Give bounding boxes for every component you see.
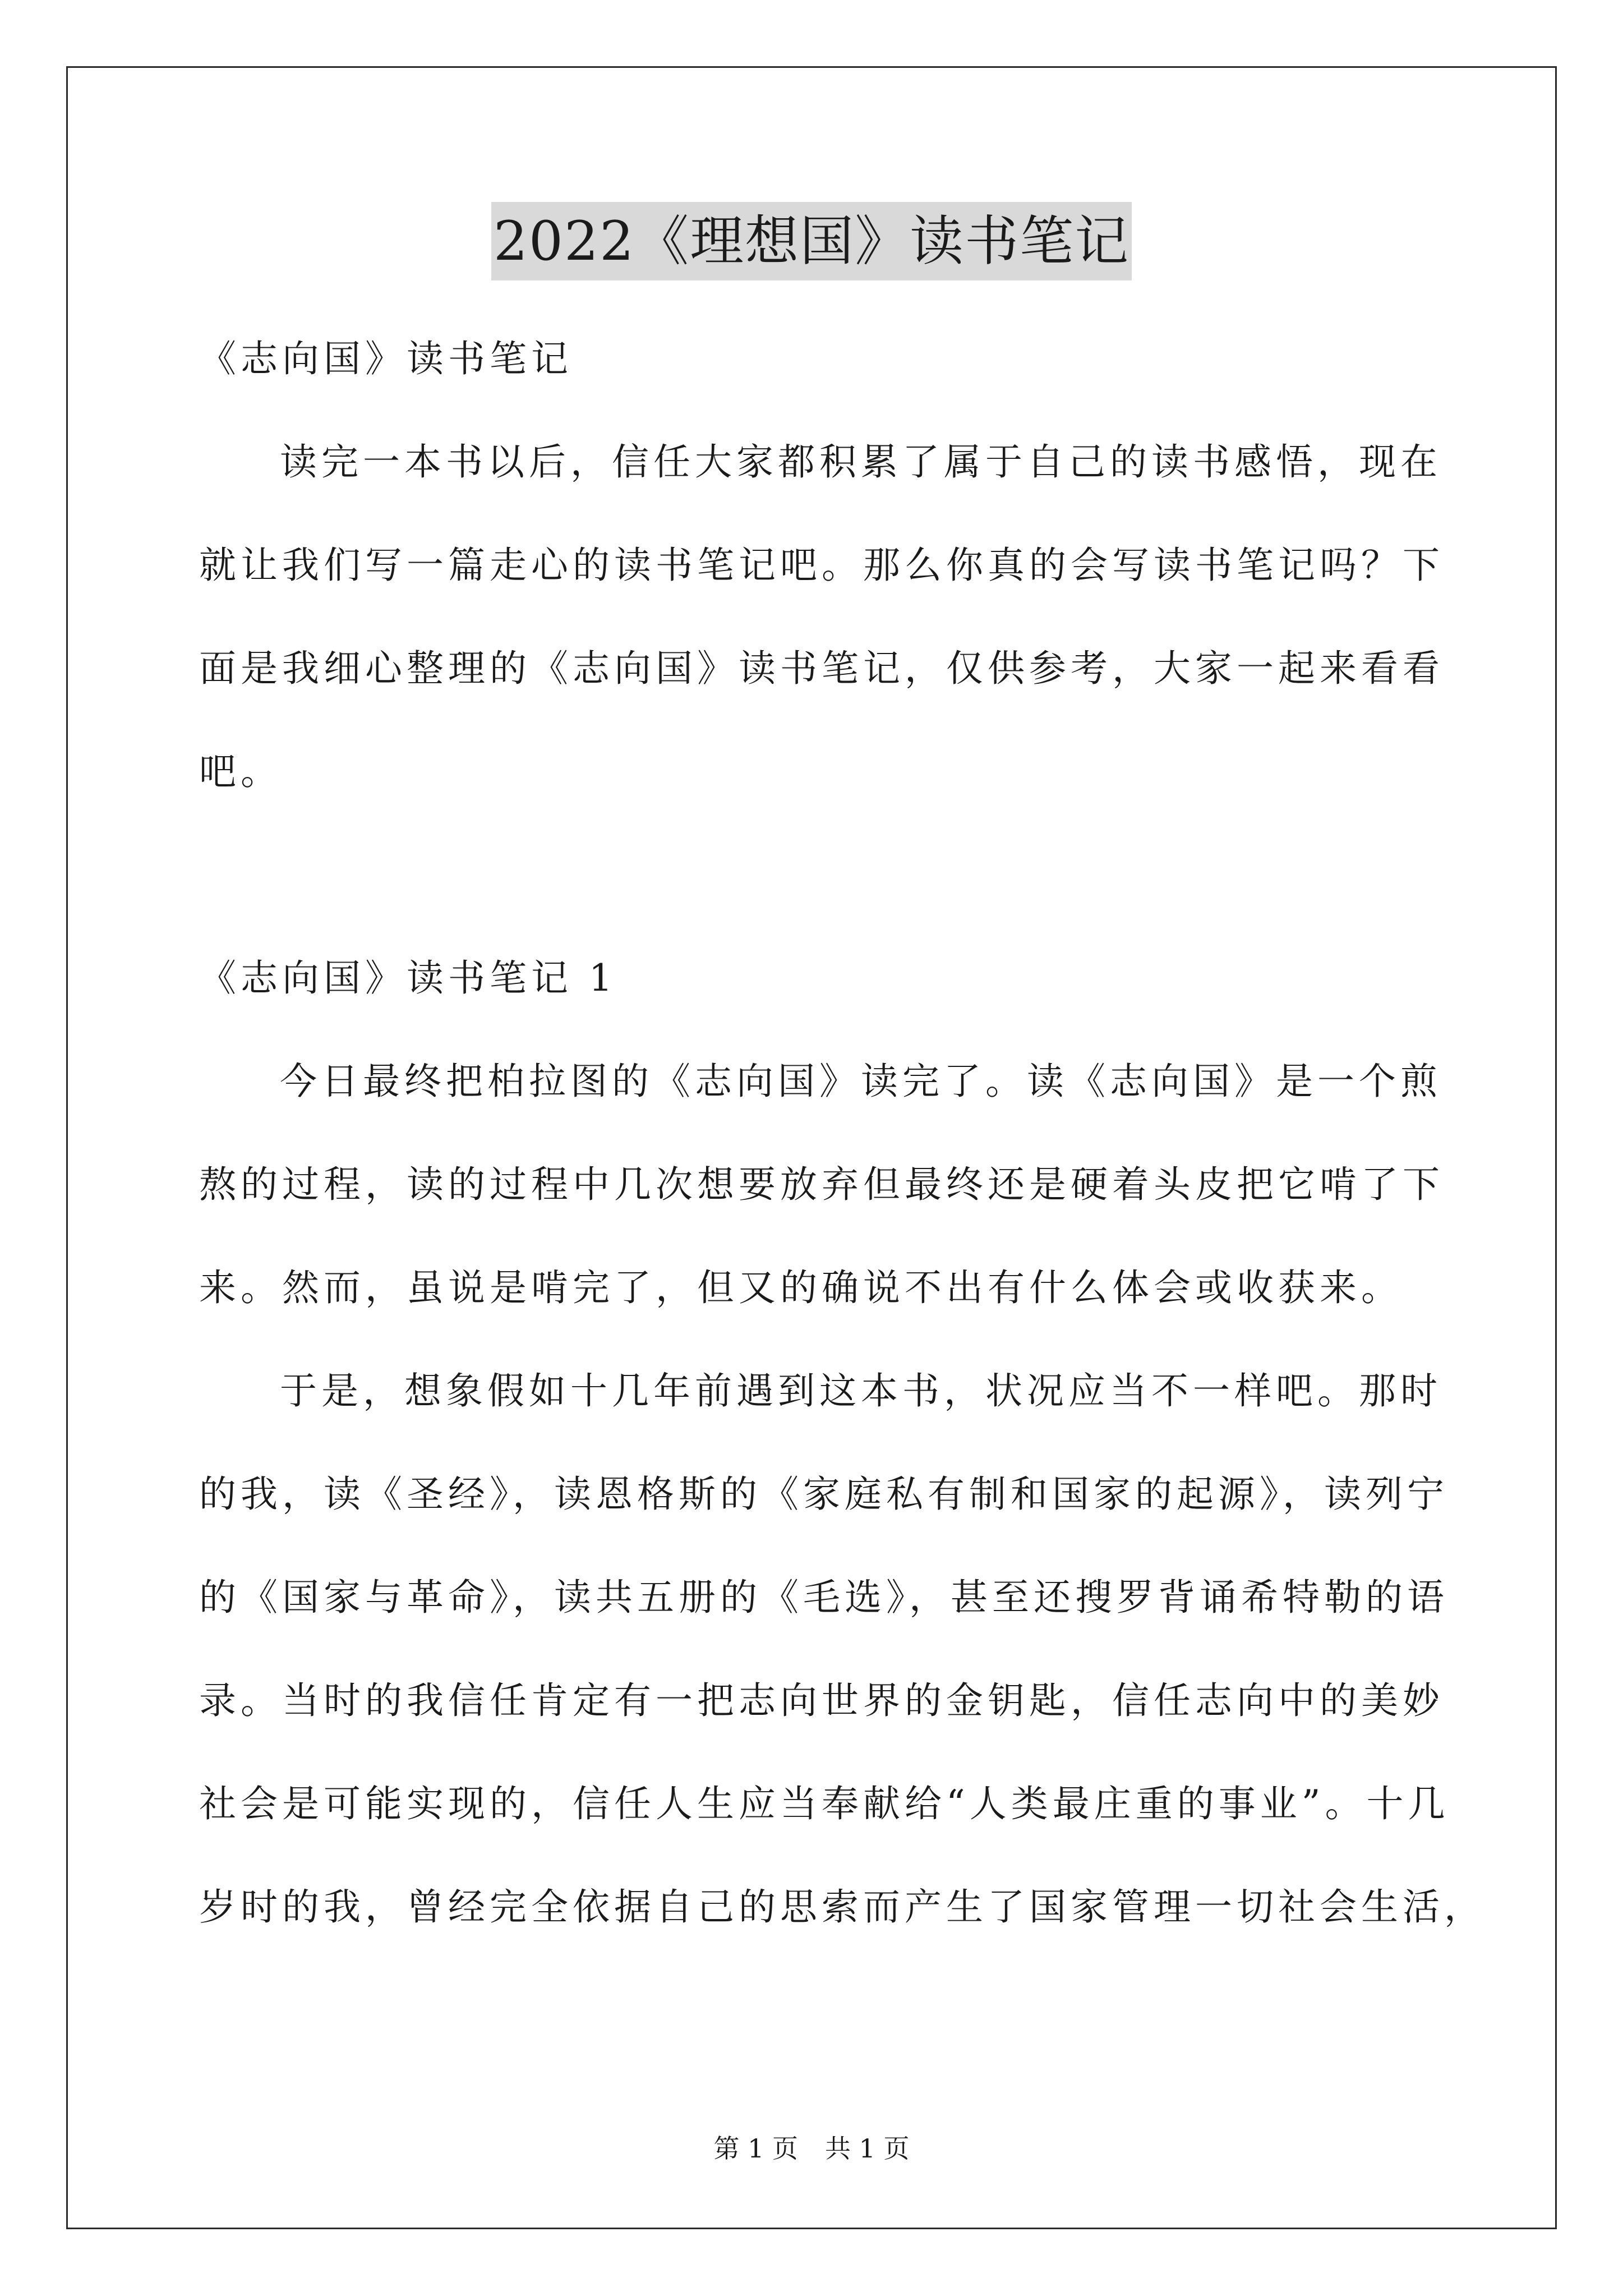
intro-line: 面是我细心整理的《志向国》读书笔记，仅供参考，大家一起来看看 bbox=[199, 647, 1444, 690]
page-total: 共 1 页 bbox=[825, 2133, 910, 2164]
page-number: 第 1 页 bbox=[713, 2133, 798, 2164]
subtitle: 《志向国》读书笔记 bbox=[199, 337, 573, 380]
paragraph-line: 熬的过程，读的过程中几次想要放弃但最终还是硬着头皮把它啃了下 bbox=[199, 1163, 1444, 1206]
paragraph-line: 的我，读《圣经》，读恩格斯的《家庭私有制和国家的起源》，读列宁 bbox=[199, 1473, 1449, 1516]
paragraph-line: 岁时的我，曾经完全依据自己的思索而产生了国家管理一切社会生活， bbox=[199, 1885, 1486, 1929]
paragraph-line: 录。当时的我信任肯定有一把志向世界的金钥匙，信任志向中的美妙 bbox=[199, 1679, 1444, 1722]
intro-line: 就让我们写一篇走心的读书笔记吧。那么你真的会写读书笔记吗？下 bbox=[199, 544, 1444, 587]
paragraph-line: 的《国家与革命》，读共五册的《毛选》，甚至还搜罗背诵希特勒的语 bbox=[199, 1576, 1449, 1619]
intro-line: 吧。 bbox=[199, 750, 282, 793]
paragraph-line: 社会是可能实现的，信任人生应当奉献给“人类最庄重的事业”。十几 bbox=[199, 1782, 1450, 1825]
paragraph-line: 今日最终把柏拉图的《志向国》读完了。读《志向国》是一个煎 bbox=[280, 1060, 1442, 1103]
paragraph-line: 于是，想象假如十几年前遇到这本书，状况应当不一样吧。那时 bbox=[280, 1369, 1442, 1412]
title-container bbox=[0, 202, 1623, 280]
intro-line: 读完一本书以后，信任大家都积累了属于自己的读书感悟，现在 bbox=[280, 440, 1442, 484]
page-footer bbox=[0, 2132, 1623, 2165]
document-title: 2022《理想国》读书笔记 bbox=[491, 202, 1132, 280]
document-body bbox=[199, 307, 1486, 1959]
blank-spacer bbox=[199, 823, 1427, 927]
section-heading: 《志向国》读书笔记 1 bbox=[199, 956, 617, 1000]
paragraph-line: 来。然而，虽说是啃完了，但又的确说不出有什么体会或收获来。 bbox=[199, 1266, 1403, 1309]
